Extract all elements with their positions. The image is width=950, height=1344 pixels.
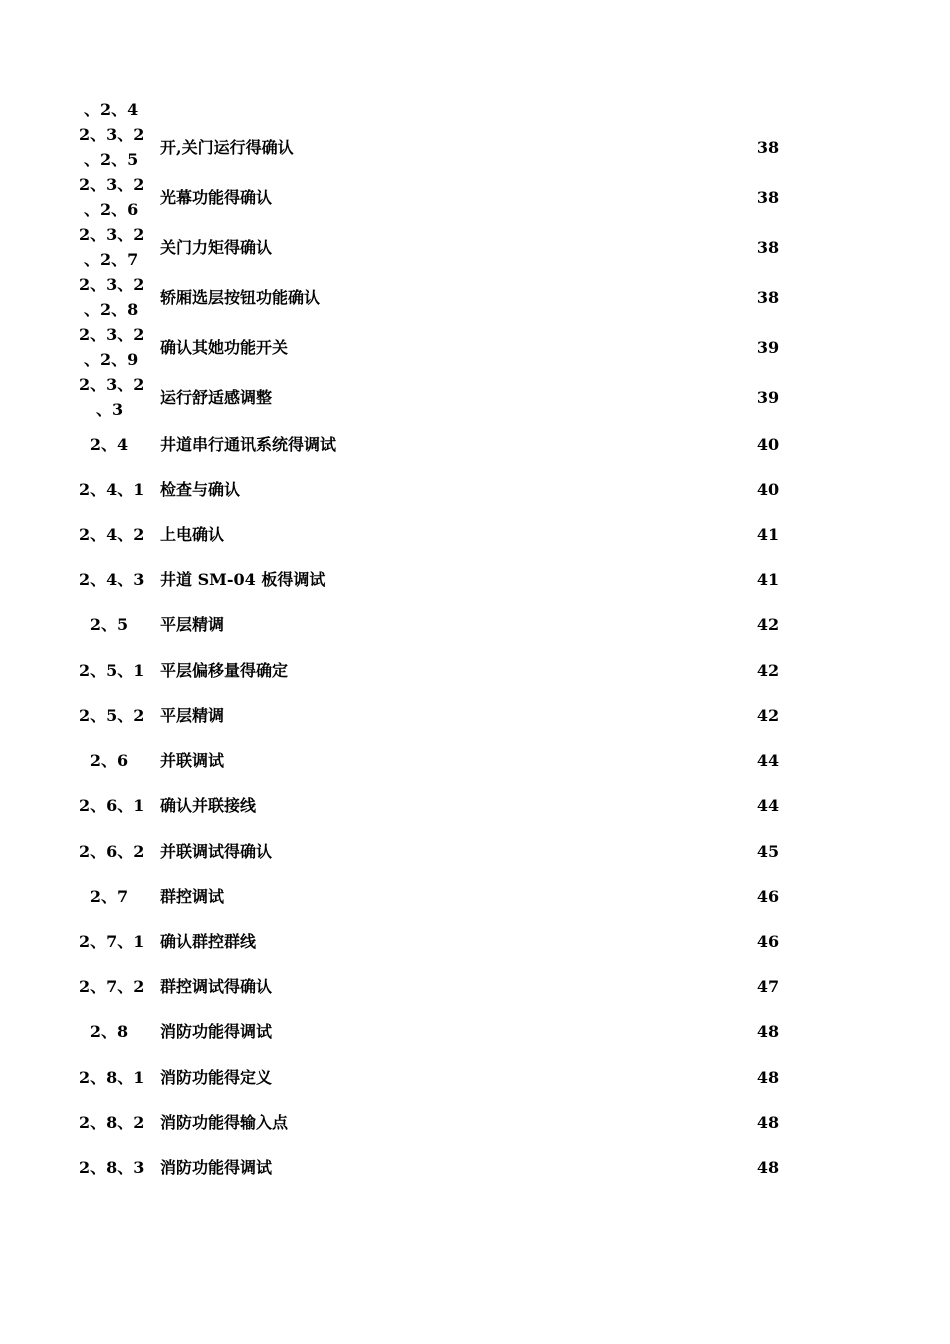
toc-entry-number: 2、5 (89, 615, 129, 634)
toc-entry-page: 41 (756, 570, 780, 589)
toc-entry-page: 42 (756, 706, 780, 725)
toc-entry-number: 2、4 (89, 435, 129, 454)
toc-entry-page: 48 (756, 1068, 780, 1087)
toc-entry-title: 群控调试得确认 (160, 977, 273, 996)
toc-entry-page: 38 (756, 288, 780, 307)
toc-entry-title: 确认群控群线 (160, 932, 257, 951)
toc-entry-page: 48 (756, 1113, 780, 1132)
toc-entry-title: 确认其她功能开关 (160, 338, 289, 357)
toc-entry-title: 上电确认 (160, 525, 225, 544)
toc-entry-number: 2、8、2 (79, 1113, 145, 1132)
toc-entry-number: 2、3、2 、2、7 (79, 225, 145, 269)
toc-entry-number: 2、8、3 (79, 1158, 145, 1177)
toc-entry-title: 平层精调 (160, 706, 225, 725)
toc-entry-page: 48 (756, 1022, 780, 1041)
toc-entry-page: 39 (756, 388, 780, 407)
toc-entry-number: 2、3、2 、3 (79, 375, 145, 419)
toc-entry-page: 39 (756, 338, 780, 357)
toc-entry-title: 轿厢选层按钮功能确认 (160, 288, 321, 307)
toc-entry-title: 光幕功能得确认 (160, 188, 273, 207)
toc-entry-number: 2、8 (89, 1022, 129, 1041)
toc-entry-number: 2、3、2 、2、6 (79, 175, 145, 219)
toc-entry-number: 2、4、1 (79, 480, 145, 499)
toc-entry-number: 2、3、2 、2、5 (79, 125, 145, 169)
toc-entry-title: 并联调试 (160, 751, 225, 770)
toc-entry-page: 41 (756, 525, 780, 544)
toc-entry-number: 2、6、2 (79, 842, 145, 861)
toc-entry-number: 2、4、3 (79, 570, 145, 589)
toc-entry-number: 2、4、2 (79, 525, 145, 544)
toc-entry-title: 群控调试 (160, 887, 225, 906)
toc-entry-title: 确认并联接线 (160, 796, 257, 815)
toc-fragment-text: 、2、4 (84, 100, 139, 119)
toc-entry-page: 42 (756, 615, 780, 634)
toc-entry-title: 消防功能得调试 (160, 1022, 273, 1041)
toc-entry-number: 2、7、2 (79, 977, 145, 996)
toc-entry-title: 检查与确认 (160, 480, 241, 499)
toc-entry-page: 44 (756, 751, 780, 770)
toc-entry-title: 平层偏移量得确定 (160, 661, 289, 680)
toc-entry-number: 2、3、2 、2、8 (79, 275, 145, 319)
toc-entry-page: 46 (756, 887, 780, 906)
toc-entry-page: 40 (756, 435, 780, 454)
toc-entry-page: 38 (756, 188, 780, 207)
toc-entry-title: 井道串行通讯系统得调试 (160, 435, 337, 454)
toc-entry-title: 消防功能得输入点 (160, 1113, 289, 1132)
toc-entry-number: 2、7 (89, 887, 129, 906)
toc-entry-page: 45 (756, 842, 780, 861)
toc-entry-number: 2、3、2 、2、9 (79, 325, 145, 369)
toc-entry-title: 消防功能得定义 (160, 1068, 273, 1087)
toc-entry-title: 并联调试得确认 (160, 842, 273, 861)
toc-entry-number: 2、5、2 (79, 706, 145, 725)
toc-entry-number: 2、6 (89, 751, 129, 770)
toc-entry-page: 48 (756, 1158, 780, 1177)
toc-entry-title: 平层精调 (160, 615, 225, 634)
toc-entry-number: 2、5、1 (79, 661, 145, 680)
toc-entry-page: 46 (756, 932, 780, 951)
toc-entry-title: 开,关门运行得确认 (160, 138, 294, 157)
toc-entry-page: 47 (756, 977, 780, 996)
toc-entry-page: 44 (756, 796, 780, 815)
toc-entry-number: 2、8、1 (79, 1068, 145, 1087)
toc-entry-title: 井道 SM-04 板得调试 (160, 570, 326, 589)
toc-entry-page: 38 (756, 238, 780, 257)
toc-entry-page: 42 (756, 661, 780, 680)
toc-entry-title: 运行舒适感调整 (160, 388, 273, 407)
toc-entry-title: 消防功能得调试 (160, 1158, 273, 1177)
toc-entry-page: 40 (756, 480, 780, 499)
toc-entry-number: 2、7、1 (79, 932, 145, 951)
toc-entry-number: 2、6、1 (79, 796, 145, 815)
toc-entry-page: 38 (756, 138, 780, 157)
toc-entry-title: 关门力矩得确认 (160, 238, 273, 257)
